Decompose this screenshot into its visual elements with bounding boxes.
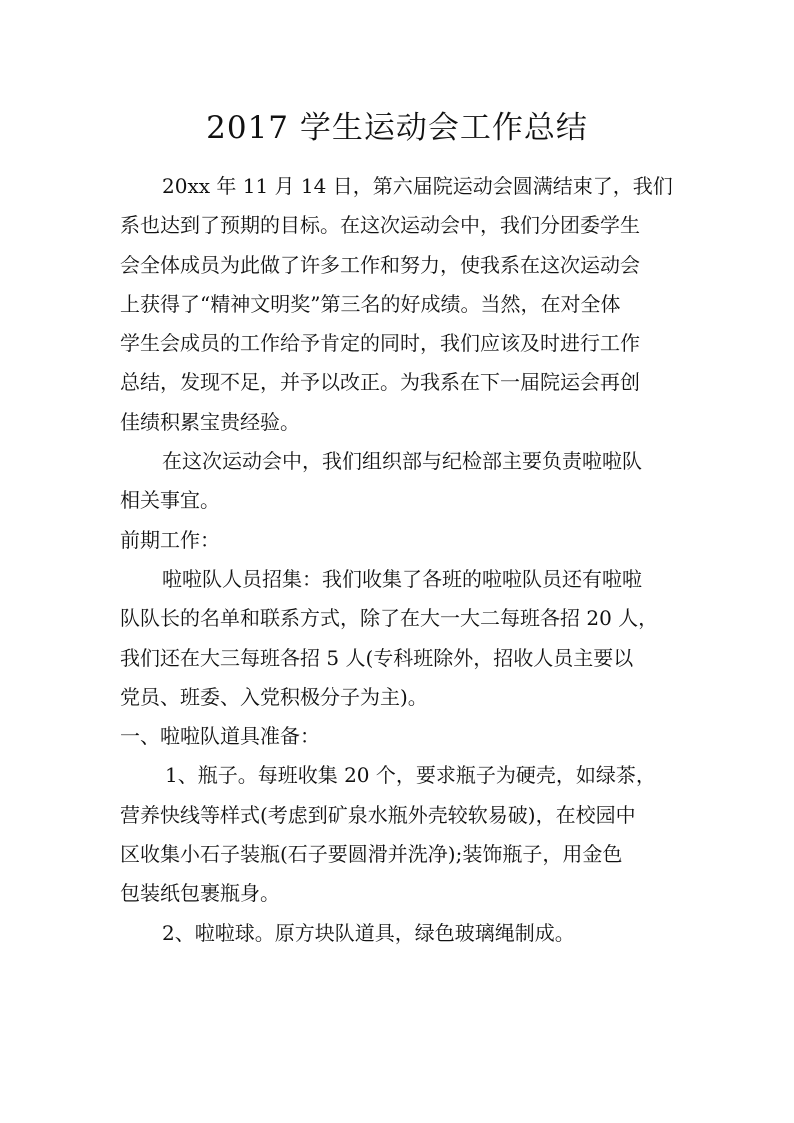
document-body <box>120 167 680 953</box>
paragraph-recruitment: 啦啦队人员招集：我们收集了各班的啦啦队员还有啦啦 队队长的名单和联系方式，除了在大一大二每班各招 20 人， 我们还在大三每班各招 5 人(专科班除外，招收人员主要以 党员、班委、入党积极分子为主)。 <box>120 566 659 709</box>
paragraph-responsibility: 在这次运动会中，我们组织部与纪检部主要负责啦啦队 相关事宜。 <box>120 449 642 513</box>
section-heading-props: 一、啦啦队道具准备： <box>120 724 320 749</box>
paragraph-bottles: 1、瓶子。每班收集 20 个，要求瓶子为硬壳，如绿茶， 营养快线等样式(考虑到矿泉水瓶外壳较软易破)，在校园中 区收集小石子装瓶(石子要圆滑并洗净);装饰瓶子，用金色 包装纸包裹瓶身。 <box>120 763 656 906</box>
paragraph-intro: 20xx 年 11 月 14 日，第六届院运动会圆满结束了，我们 系也达到了预期的目标。在这次运动会中，我们分团委学生 会全体成员为此做了许多工作和努力，使我系在这次运动会 上获得了“精神文明奖”第三名的好成绩。当然，在对全体 学生会成员的工作给予肯定的同时，我们应该及时进行工作 总结，发现不足，并予以改正。为我系在下一届院运会再创 佳绩积累宝贵经验。 <box>120 174 673 434</box>
document-title: 2017 学生运动会工作总结 <box>206 110 588 146</box>
paragraph-pompoms: 2、啦啦球。原方块队道具，绿色玻璃绳制成。 <box>162 920 575 945</box>
section-heading-early-work: 前期工作： <box>120 527 220 552</box>
